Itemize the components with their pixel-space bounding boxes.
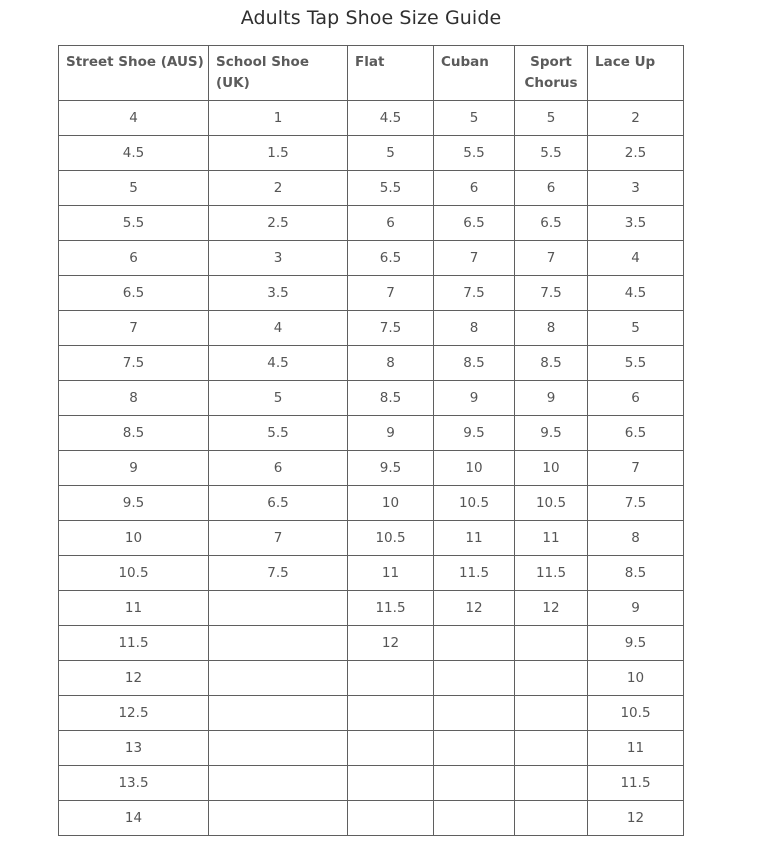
table-row — [59, 766, 684, 801]
table-cell-street-shoe-aus: 7.5 — [59, 346, 209, 381]
table-cell-street-shoe-aus: 12.5 — [59, 696, 209, 731]
table-cell-lace-up: 5.5 — [588, 346, 684, 381]
table-cell-school-shoe-uk: 4.5 — [209, 346, 348, 381]
table-cell-lace-up: 7 — [588, 451, 684, 486]
table-cell-street-shoe-aus: 8 — [59, 381, 209, 416]
table-cell-school-shoe-uk: 4 — [209, 311, 348, 346]
table-cell-cuban: 10 — [434, 451, 515, 486]
table-cell-lace-up: 9.5 — [588, 626, 684, 661]
table-cell-cuban — [434, 661, 515, 696]
table-cell-flat: 5.5 — [348, 171, 434, 206]
table-cell-lace-up: 6 — [588, 381, 684, 416]
table-cell-flat — [348, 766, 434, 801]
table-cell-school-shoe-uk: 6 — [209, 451, 348, 486]
table-cell-sport-chorus: 6.5 — [515, 206, 588, 241]
table-cell-sport-chorus: 6 — [515, 171, 588, 206]
table-row — [59, 381, 684, 416]
table-cell-street-shoe-aus: 9 — [59, 451, 209, 486]
table-cell-flat — [348, 731, 434, 766]
table-cell-cuban — [434, 801, 515, 836]
table-cell-flat: 11.5 — [348, 591, 434, 626]
table-cell-flat — [348, 801, 434, 836]
table-cell-sport-chorus: 9.5 — [515, 416, 588, 451]
table-cell-school-shoe-uk — [209, 731, 348, 766]
table-cell-school-shoe-uk — [209, 591, 348, 626]
column-header-cuban: Cuban — [434, 46, 515, 101]
column-header-school-shoe-uk: School Shoe (UK) — [209, 46, 348, 101]
table-cell-lace-up: 11 — [588, 731, 684, 766]
table-cell-street-shoe-aus: 4.5 — [59, 136, 209, 171]
table-cell-lace-up: 8 — [588, 521, 684, 556]
table-cell-lace-up: 4 — [588, 241, 684, 276]
table-cell-sport-chorus — [515, 801, 588, 836]
table-cell-cuban: 9 — [434, 381, 515, 416]
table-cell-flat: 5 — [348, 136, 434, 171]
table-cell-sport-chorus: 7.5 — [515, 276, 588, 311]
table-cell-street-shoe-aus: 6 — [59, 241, 209, 276]
table-row — [59, 521, 684, 556]
table-cell-school-shoe-uk: 3 — [209, 241, 348, 276]
table-cell-lace-up: 9 — [588, 591, 684, 626]
table-cell-flat: 7.5 — [348, 311, 434, 346]
table-cell-street-shoe-aus: 10.5 — [59, 556, 209, 591]
table-cell-cuban — [434, 766, 515, 801]
table-row — [59, 101, 684, 136]
table-cell-sport-chorus: 5 — [515, 101, 588, 136]
column-header-lace-up: Lace Up — [588, 46, 684, 101]
table-cell-flat: 6.5 — [348, 241, 434, 276]
table-cell-flat — [348, 696, 434, 731]
table-cell-lace-up: 7.5 — [588, 486, 684, 521]
table-cell-school-shoe-uk: 5.5 — [209, 416, 348, 451]
table-row — [59, 416, 684, 451]
table-cell-sport-chorus: 9 — [515, 381, 588, 416]
table-row — [59, 241, 684, 276]
column-header-street-shoe-aus: Street Shoe (AUS) — [59, 46, 209, 101]
table-cell-cuban: 10.5 — [434, 486, 515, 521]
table-row — [59, 556, 684, 591]
table-cell-flat: 4.5 — [348, 101, 434, 136]
table-cell-street-shoe-aus: 5 — [59, 171, 209, 206]
table-cell-sport-chorus: 5.5 — [515, 136, 588, 171]
table-cell-lace-up: 8.5 — [588, 556, 684, 591]
table-cell-cuban — [434, 626, 515, 661]
table-cell-school-shoe-uk — [209, 661, 348, 696]
table-cell-school-shoe-uk: 7 — [209, 521, 348, 556]
table-cell-cuban — [434, 696, 515, 731]
table-cell-flat: 7 — [348, 276, 434, 311]
table-cell-sport-chorus — [515, 731, 588, 766]
table-cell-street-shoe-aus: 5.5 — [59, 206, 209, 241]
table-cell-lace-up: 11.5 — [588, 766, 684, 801]
table-row — [59, 801, 684, 836]
size-guide-table — [58, 45, 684, 836]
table-body — [59, 101, 684, 836]
table-cell-cuban: 8.5 — [434, 346, 515, 381]
table-cell-cuban — [434, 731, 515, 766]
table-row — [59, 136, 684, 171]
table-cell-sport-chorus — [515, 696, 588, 731]
table-cell-cuban: 6 — [434, 171, 515, 206]
table-row — [59, 276, 684, 311]
table-row — [59, 171, 684, 206]
table-row — [59, 486, 684, 521]
table-row — [59, 346, 684, 381]
table-cell-school-shoe-uk: 1 — [209, 101, 348, 136]
table-cell-street-shoe-aus: 7 — [59, 311, 209, 346]
table-cell-flat — [348, 661, 434, 696]
table-cell-school-shoe-uk: 1.5 — [209, 136, 348, 171]
table-cell-flat: 10 — [348, 486, 434, 521]
table-cell-street-shoe-aus: 13 — [59, 731, 209, 766]
table-row — [59, 591, 684, 626]
table-cell-sport-chorus: 10 — [515, 451, 588, 486]
table-row — [59, 696, 684, 731]
table-cell-sport-chorus: 11 — [515, 521, 588, 556]
table-cell-sport-chorus — [515, 766, 588, 801]
table-cell-flat: 8 — [348, 346, 434, 381]
table-cell-cuban: 11 — [434, 521, 515, 556]
table-cell-cuban: 7.5 — [434, 276, 515, 311]
table-cell-cuban: 9.5 — [434, 416, 515, 451]
table-cell-school-shoe-uk: 6.5 — [209, 486, 348, 521]
table-cell-school-shoe-uk — [209, 696, 348, 731]
table-header-row — [59, 46, 684, 101]
table-cell-sport-chorus — [515, 626, 588, 661]
table-cell-street-shoe-aus: 8.5 — [59, 416, 209, 451]
table-cell-flat: 10.5 — [348, 521, 434, 556]
table-cell-flat: 12 — [348, 626, 434, 661]
table-cell-street-shoe-aus: 4 — [59, 101, 209, 136]
table-cell-school-shoe-uk — [209, 766, 348, 801]
table-cell-cuban: 11.5 — [434, 556, 515, 591]
table-cell-street-shoe-aus: 13.5 — [59, 766, 209, 801]
table-row — [59, 206, 684, 241]
table-cell-school-shoe-uk: 2 — [209, 171, 348, 206]
table-cell-sport-chorus: 12 — [515, 591, 588, 626]
table-cell-cuban: 6.5 — [434, 206, 515, 241]
table-cell-sport-chorus: 8 — [515, 311, 588, 346]
table-cell-lace-up: 5 — [588, 311, 684, 346]
table-cell-sport-chorus: 8.5 — [515, 346, 588, 381]
table-row — [59, 311, 684, 346]
column-header-flat: Flat — [348, 46, 434, 101]
table-cell-lace-up: 6.5 — [588, 416, 684, 451]
table-cell-lace-up: 10 — [588, 661, 684, 696]
table-cell-lace-up: 12 — [588, 801, 684, 836]
table-cell-school-shoe-uk: 3.5 — [209, 276, 348, 311]
column-header-sport-chorus: Sport Chorus — [515, 46, 588, 101]
table-cell-sport-chorus: 10.5 — [515, 486, 588, 521]
table-cell-cuban: 5 — [434, 101, 515, 136]
table-cell-flat: 6 — [348, 206, 434, 241]
table-cell-flat: 11 — [348, 556, 434, 591]
table-cell-school-shoe-uk — [209, 626, 348, 661]
table-cell-flat: 8.5 — [348, 381, 434, 416]
table-cell-school-shoe-uk — [209, 801, 348, 836]
table-row — [59, 731, 684, 766]
table-cell-flat: 9 — [348, 416, 434, 451]
table-cell-cuban: 12 — [434, 591, 515, 626]
table-cell-sport-chorus: 7 — [515, 241, 588, 276]
table-cell-street-shoe-aus: 11 — [59, 591, 209, 626]
table-cell-street-shoe-aus: 11.5 — [59, 626, 209, 661]
table-cell-lace-up: 3 — [588, 171, 684, 206]
table-cell-sport-chorus: 11.5 — [515, 556, 588, 591]
table-cell-lace-up: 2 — [588, 101, 684, 136]
table-cell-street-shoe-aus: 12 — [59, 661, 209, 696]
page-title: Adults Tap Shoe Size Guide — [240, 7, 502, 29]
table-cell-street-shoe-aus: 10 — [59, 521, 209, 556]
table-cell-cuban: 5.5 — [434, 136, 515, 171]
table-cell-lace-up: 3.5 — [588, 206, 684, 241]
table-cell-street-shoe-aus: 14 — [59, 801, 209, 836]
table-cell-school-shoe-uk: 7.5 — [209, 556, 348, 591]
table-cell-school-shoe-uk: 5 — [209, 381, 348, 416]
table-cell-flat: 9.5 — [348, 451, 434, 486]
table-cell-street-shoe-aus: 9.5 — [59, 486, 209, 521]
table-row — [59, 451, 684, 486]
table-cell-cuban: 8 — [434, 311, 515, 346]
table-cell-lace-up: 4.5 — [588, 276, 684, 311]
table-cell-sport-chorus — [515, 661, 588, 696]
table-cell-school-shoe-uk: 2.5 — [209, 206, 348, 241]
table-cell-street-shoe-aus: 6.5 — [59, 276, 209, 311]
table-cell-lace-up: 10.5 — [588, 696, 684, 731]
table-cell-cuban: 7 — [434, 241, 515, 276]
table-row — [59, 661, 684, 696]
table-row — [59, 626, 684, 661]
table-cell-lace-up: 2.5 — [588, 136, 684, 171]
